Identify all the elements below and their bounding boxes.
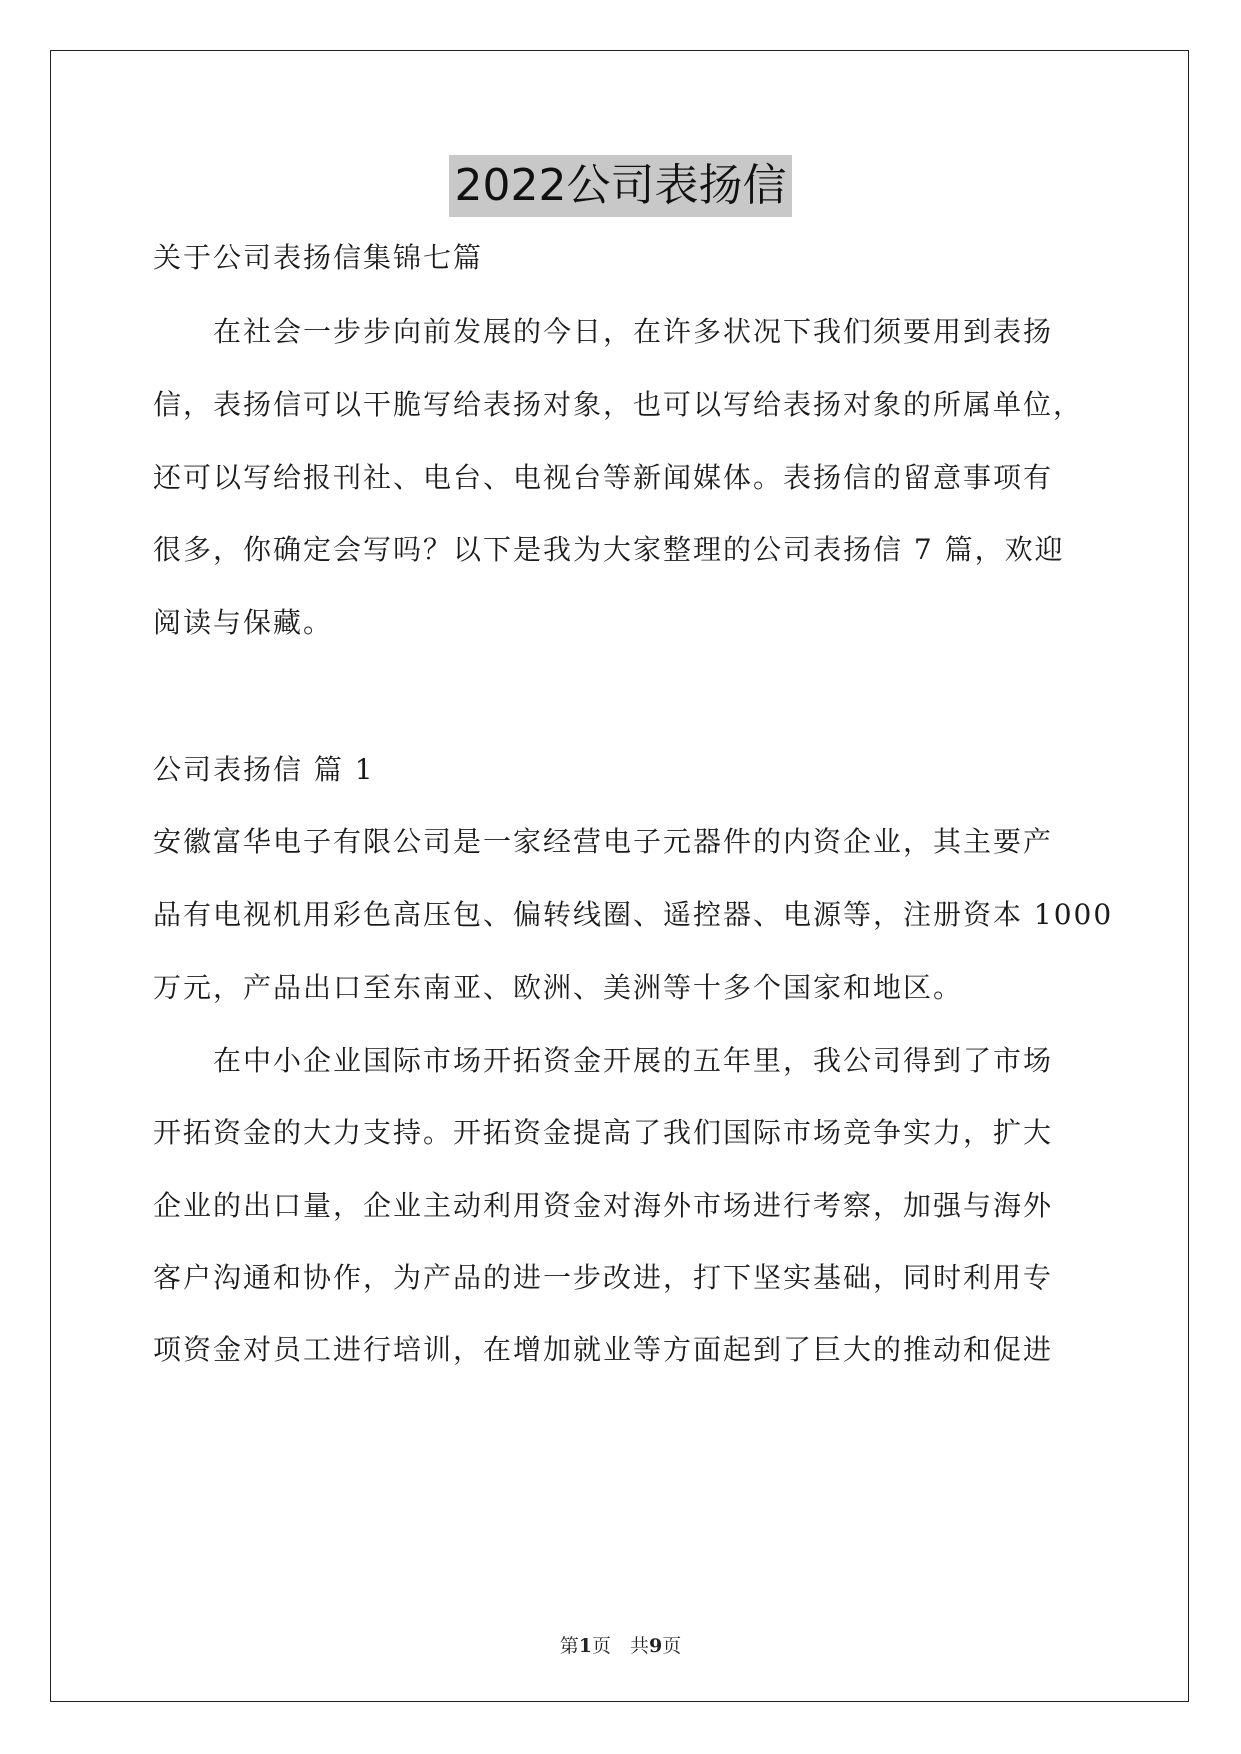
section-heading: 公司表扬信 篇 1 bbox=[153, 753, 375, 786]
subtitle: 关于公司表扬信集锦七篇 bbox=[153, 241, 484, 274]
body-line: 品有电视机用彩色高压包、偏转线圈、遥控器、电源等，注册资本 1000 bbox=[153, 898, 1114, 931]
intro-line: 阅读与保藏。 bbox=[153, 606, 334, 639]
body-line: 开拓资金的大力支持。开拓资金提高了我们国际市场竞争实力，扩大 bbox=[153, 1116, 1054, 1149]
document-title: 2022公司表扬信 bbox=[449, 155, 793, 217]
intro-line: 信，表扬信可以干脆写给表扬对象，也可以写给表扬对象的所属单位， bbox=[153, 388, 1084, 421]
body-line: 安徽富华电子有限公司是一家经营电子元器件的内资企业，其主要产 bbox=[153, 825, 1054, 858]
footer-suffix: 页 bbox=[662, 1635, 682, 1657]
page-border bbox=[50, 50, 1189, 1702]
intro-line: 还可以写给报刊社、电台、电视台等新闻媒体。表扬信的留意事项有 bbox=[153, 461, 1054, 494]
body-line: 企业的出口量，企业主动利用资金对海外市场进行考察，加强与海外 bbox=[153, 1189, 1054, 1222]
footer-mid: 页 共 bbox=[591, 1635, 649, 1657]
title-container bbox=[0, 155, 1241, 217]
footer-prefix: 第 bbox=[559, 1635, 579, 1657]
body-line: 客户沟通和协作，为产品的进一步改进，打下坚实基础，同时利用专 bbox=[153, 1261, 1054, 1294]
body-line: 项资金对员工进行培训，在增加就业等方面起到了巨大的推动和促进 bbox=[153, 1333, 1054, 1366]
body-line: 万元，产品出口至东南亚、欧洲、美洲等十多个国家和地区。 bbox=[153, 971, 964, 1004]
intro-line: 在社会一步步向前发展的今日，在许多状况下我们须要用到表扬 bbox=[153, 315, 1054, 348]
footer-current-page: 1 bbox=[578, 1635, 592, 1657]
page-footer bbox=[0, 1634, 1241, 1658]
footer-total-pages: 9 bbox=[649, 1635, 663, 1657]
intro-line: 很多，你确定会写吗？以下是我为大家整理的公司表扬信 7 篇，欢迎 bbox=[153, 533, 1065, 566]
body-line: 在中小企业国际市场开拓资金开展的五年里，我公司得到了市场 bbox=[153, 1044, 1054, 1077]
